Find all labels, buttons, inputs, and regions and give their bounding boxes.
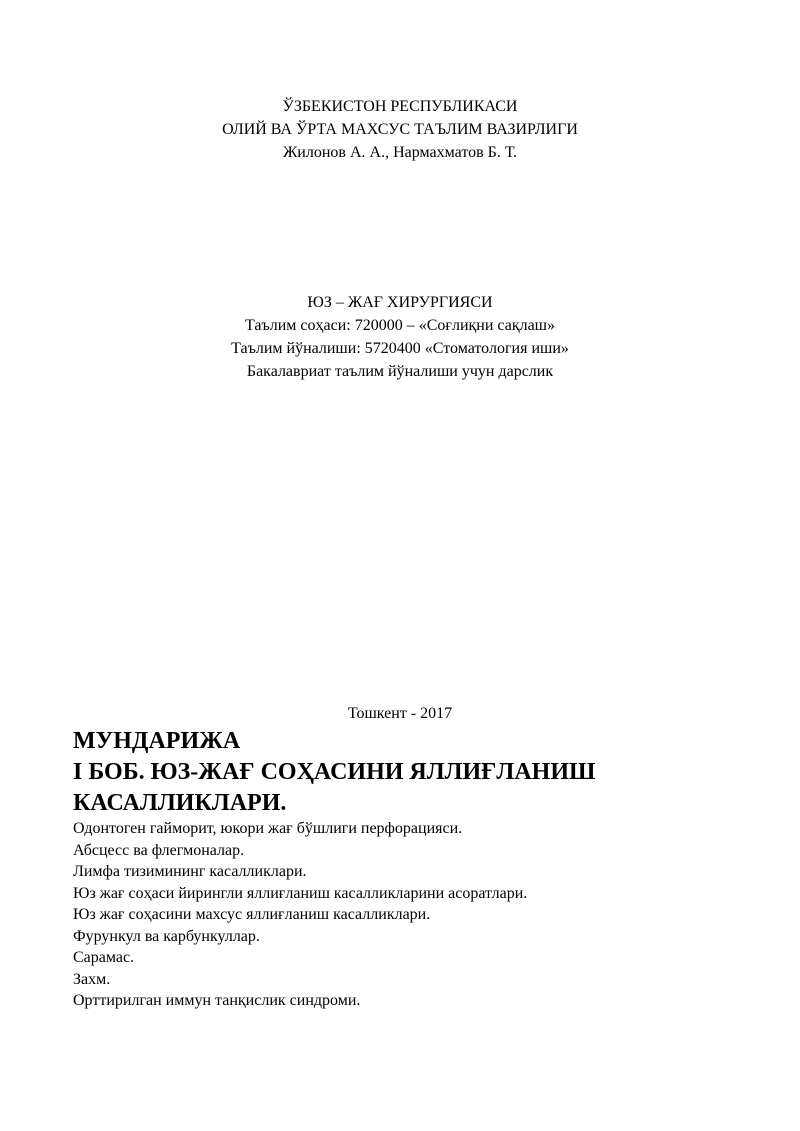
contents-list (73, 818, 773, 1012)
contents-item: Юз жағ соҳасини махсус яллиғланиш касалликлари. (73, 906, 431, 923)
contents-item: Юз жағ соҳаси йирингли яллиғланиш касалликларини асоратлари. (73, 884, 528, 902)
book-title: ЮЗ – ЖАҒ ХИРУРГИЯСИ (307, 294, 493, 311)
contents-item: Фурункул ва карбункуллар. (73, 927, 260, 945)
contents-item: Сарамас. (73, 949, 135, 966)
contents-item: Абсцесс ва флегмоналар. (73, 841, 245, 859)
education-direction: Таълим йўналиши: 5720400 «Стоматология иши» (231, 340, 569, 357)
authors: Жилонов А. А., Нармахматов Б. Т. (282, 144, 518, 161)
chapter-title-line-1: I БОБ. ЮЗ-ЖАҒ СОҲАСИНИ ЯЛЛИҒЛАНИШ (73, 759, 596, 785)
textbook-purpose: Бакалавриат таълим йўналиши учун дарслик (246, 363, 554, 380)
ministry-name: ОЛИЙ ВА ЎРТА МАХСУС ТАЪЛИМ ВАЗИРЛИГИ (222, 121, 578, 138)
contents-heading: МУНДАРИЖА (73, 728, 241, 754)
chapter-title-line-2: КАСАЛЛИКЛАРИ. (73, 790, 287, 816)
education-field: Таълим соҳаси: 720000 – «Соғлиқни сақлаш» (245, 317, 555, 334)
city-year: Тошкент - 2017 (347, 705, 453, 722)
contents-item: Захм. (73, 970, 111, 988)
republic-name: ЎЗБЕКИСТОН РЕСПУБЛИКАСИ (282, 98, 518, 115)
contents-item: Орттирилган иммун танқислик синдроми. (73, 992, 361, 1009)
contents-item: Одонтоген гайморит, юкори жағ бўшлиги перфорацияси. (73, 820, 463, 837)
contents-item: Лимфа тизимининг касалликлари. (73, 863, 307, 880)
